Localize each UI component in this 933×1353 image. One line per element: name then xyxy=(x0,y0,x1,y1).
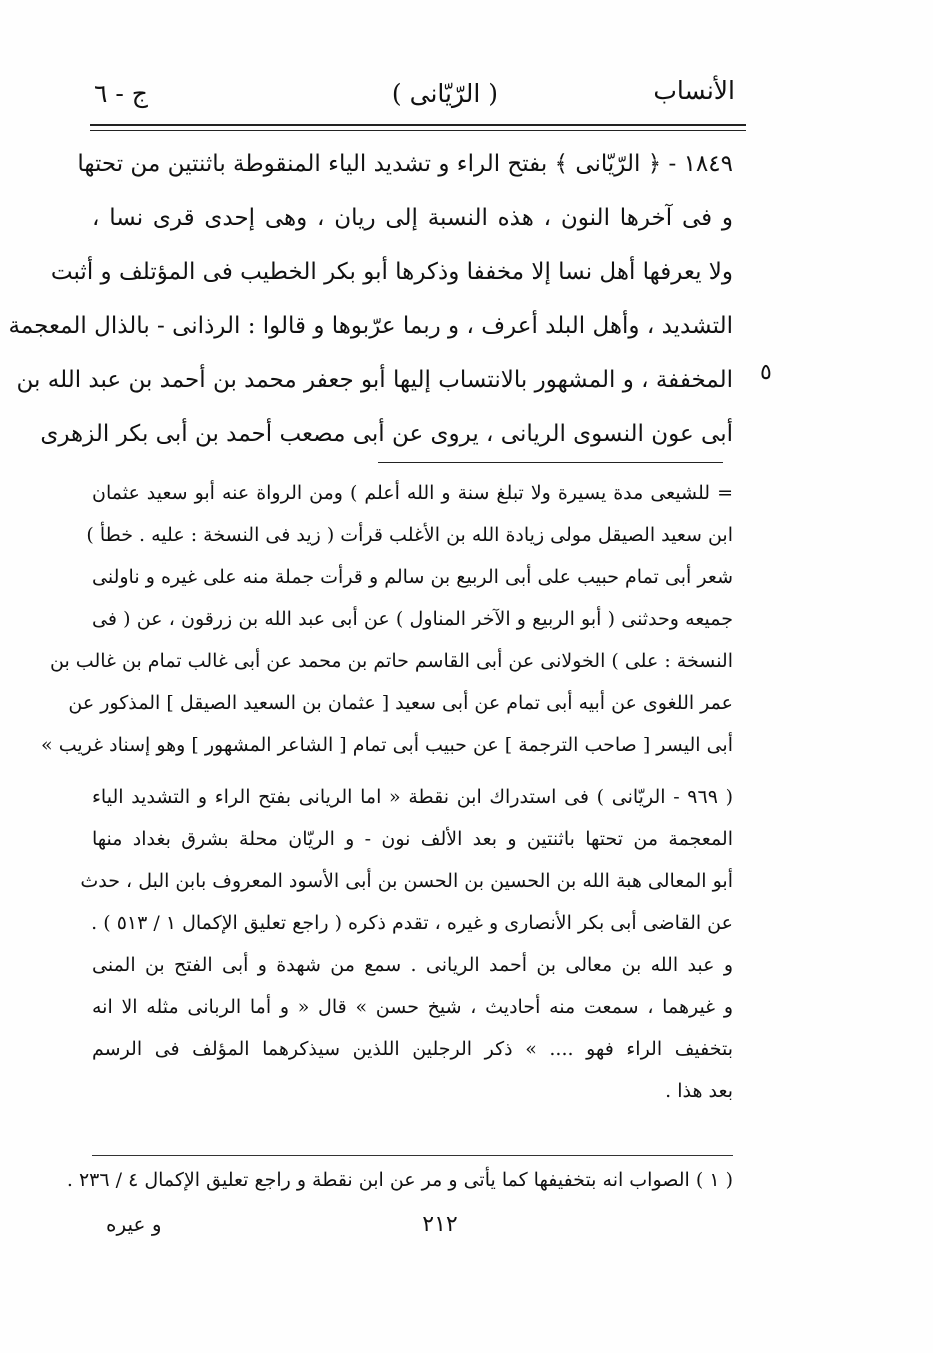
footnote-1 xyxy=(66,1160,733,1200)
main-line: و فى آخرها النون ، هذه النسبة إلى ريان ، وهى إحدى قرى نسا ، xyxy=(92,205,733,231)
footnote-1-text: ( ١ ) الصواب انه بتخفيفها كما يأتى و مر عن ابن نقطة و راجع تعليق الإكمال ٤ / ٢٣٦ . xyxy=(66,1169,733,1191)
footnote-line: ( ٩٦٩ - الريّانى ) فى استدراك ابن نقطة « اما الريانى بفتح الراء و التشديد الياء xyxy=(92,786,733,808)
footnote-line: النسخة : على ) الخولانى عن أبى القاسم حاتم بن محمد عن أبى غالب تمام بن غالب بن xyxy=(50,650,733,672)
main-line: ولا يعرفها أهل نسا إلا مخففا وذكرها أبو بكر الخطيب فى المؤتلف و أثبت xyxy=(50,259,733,285)
footnote-line: عمر اللغوى عن أبيه أبى تمام عن أبى سعيد [ عثمان بن السعيد الصيقل ] المذكور عن xyxy=(68,692,733,714)
footnote-line: = للشيعى مدة يسيرة ولا تبلغ سنة و الله أعلم ) ومن الرواة عنه أبو سعيد عثمان xyxy=(92,482,733,504)
main-line: التشديد ، وأهل البلد أعرف ، و ربما عرّبوها و قالوا : الرذانى - بالذال المعجمة xyxy=(8,313,733,339)
header-rule-bottom xyxy=(90,130,746,131)
footnote-line: المعجمة من تحتها باثنتين و بعد الألف نون - و الريّان محلة بشرق بغداد منها xyxy=(92,828,733,850)
catchword: و عيره xyxy=(106,1212,162,1236)
running-head-volume: ج - ٦ xyxy=(94,79,148,108)
main-line: ١٨٤٩ - ﴿ الرّيّانى ﴾ بفتح الراء و تشديد الياء المنقوطة باثنتين من تحتها xyxy=(77,151,733,177)
main-line: المخففة ، و المشهور بالانتساب إليها أبو جعفر محمد بن أحمد بن عبد الله بن xyxy=(16,367,733,393)
margin-line-number: ٥ xyxy=(760,360,772,385)
header-rule-top xyxy=(90,124,746,126)
footnote-line: و غيرهما ، سمعت منه أحاديث ، شيخ حسن » قال « و أما الربانى مثله الا انه xyxy=(92,996,733,1018)
footnote-line: و عبد الله بن معالى بن أحمد الريانى . سمع من شهدة و أبى الفتح بن المنى xyxy=(92,954,733,976)
footnote-line: جميعه وحدثنى ( أبو الربيع و الآخر المناول ) عن أبى عبد الله بن زرقون ، عن ( فى xyxy=(92,608,733,630)
running-head-entry-title: ( الرّيّانى ) xyxy=(391,79,499,108)
footnote-line: بعد هذا . xyxy=(665,1080,733,1102)
main-text-block xyxy=(8,138,733,468)
main-line: أبى عون النسوى الريانى ، يروى عن أبى مصعب أحمد بن أبى بكر الزهرى xyxy=(40,421,733,447)
footnote-line: شعر أبى تمام حبيب على أبى الربيع بن سالم و قرأت جملة منه على غيره و ناولنى xyxy=(92,566,733,588)
footnote-separator xyxy=(378,462,723,463)
footnote-line: بتخفيف الراء فهو .... » ذكر الرجلين اللذين سيذكرهما المؤلف فى الرسم xyxy=(92,1038,733,1060)
footnote-line: عن القاضى أبى بكر الأنصارى و غيره ، تقدم ذكره ( راجع تعليق الإكمال ١ / ٥١٣ ) . xyxy=(91,912,733,934)
footnote-line: ابن سعيد الصيقل مولى زيادة الله بن الأغلب قرأت ( زيد فى النسخة : عليه . خطأ ) xyxy=(86,524,733,546)
page-number: ٢١٢ xyxy=(422,1212,458,1237)
footnote-rule xyxy=(92,1155,733,1156)
running-head-book-title: الأنساب xyxy=(653,76,735,105)
footnote-line: أبو المعالى هبة الله بن الحسين بن الحسن بن أبى الأسود المعروف بابن البل ، حدث xyxy=(80,870,733,892)
footnote-continuation xyxy=(41,472,733,1152)
footnote-line: أبى اليسر [ صاحب الترجمة ] عن حبيب أبى تمام [ الشاعر المشهور ] وهو إسناد غريب » xyxy=(41,734,733,756)
